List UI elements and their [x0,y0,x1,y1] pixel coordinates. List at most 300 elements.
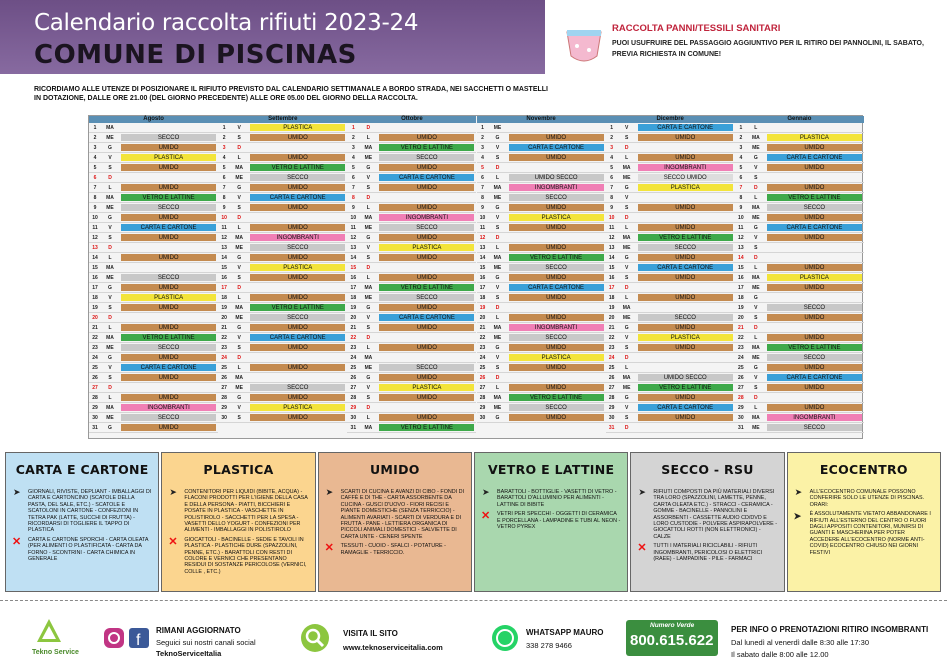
day-number: 17 [608,285,615,291]
waste-type-tag: CARTA E CARTONE [121,364,216,371]
collection-cell [377,403,476,412]
waste-type-tag: UMIDO [250,204,345,211]
weekday: L [108,325,112,331]
collection-cell [377,253,476,262]
collection-cell [119,203,218,212]
collection-cell [765,293,864,302]
collection-cell [636,183,735,192]
site-url[interactable]: www.teknoserviceitalia.com [343,643,443,652]
day-number: 20 [92,315,98,321]
day-number: 29 [608,405,615,411]
weekday: ME [364,225,373,231]
waste-type-tag: UMIDO [638,274,733,281]
day-row [606,413,735,423]
weekday: S [754,315,758,321]
collection-cell [248,243,347,252]
weekday: MA [493,185,502,191]
month-column [347,116,476,440]
collection-cell [119,293,218,302]
waste-type-tag: SECCO [509,404,604,411]
day-number: 4 [351,155,355,161]
day-number: 18 [608,295,615,301]
collection-cell [248,303,347,312]
day-row [735,323,864,333]
collection-cell [248,223,347,232]
day-row [606,173,735,183]
instagram-icon[interactable] [103,627,125,649]
collection-cell [119,393,218,402]
day-row [218,213,347,223]
day-row [347,293,476,303]
day-number: 2 [222,135,226,141]
collection-cell [119,423,218,432]
forbidden-items [162,534,314,575]
collection-cell [377,363,476,372]
waste-type-tag: UMIDO [121,254,216,261]
weekday: L [237,225,241,231]
day-row [606,333,735,343]
day-row [477,393,606,403]
day-number: 7 [222,185,226,191]
weekday: D [108,385,112,391]
collection-cell [377,303,476,312]
weekday: D [366,195,371,201]
day-row [218,233,347,243]
day-row [606,393,735,403]
day-number: 13 [350,245,357,251]
day-number: 5 [93,165,97,171]
day-number: 25 [350,365,357,371]
social-handle[interactable]: TeknoServiceItalia [156,649,222,658]
collection-cell [119,313,218,322]
waste-type-tag: UMIDO [121,304,216,311]
info-line1: Dal lunedì al venerdì dalle 8:30 alle 17:30 [731,638,870,647]
weekday: V [366,175,370,181]
collection-cell [377,353,476,362]
collection-cell [248,273,347,282]
waste-type-tag: UMIDO [379,234,474,241]
weekday: MA [364,285,373,291]
waste-type-tag: UMIDO [250,364,345,371]
day-row [218,153,347,163]
day-number: 21 [92,325,98,331]
collection-cell [507,353,606,362]
collection-cell [377,263,476,272]
day-number: 6 [93,175,97,181]
day-number: 20 [738,315,744,321]
waste-type-tag: UMIDO [121,184,216,191]
collection-cell [119,413,218,422]
waste-type-tag: SECCO UMIDO [638,174,733,181]
day-row [347,333,476,343]
numero-verde: 800.615.622 [630,632,714,649]
day-row [347,323,476,333]
day-row [735,193,864,203]
waste-type-tag: SECCO [767,304,862,311]
waste-type-tag: UMIDO [638,324,733,331]
day-row [606,403,735,413]
collection-cell [507,133,606,142]
day-number: 3 [481,145,484,151]
day-number: 24 [350,355,357,361]
day-number: 9 [481,205,484,211]
collection-cell [636,333,735,342]
weekday: ME [106,275,114,281]
waste-type-tag: CARTA E CARTONE [379,174,474,181]
whatsapp-icon [490,623,520,653]
intro-text: RICORDIAMO ALLE UTENZE DI POSIZIONARE IL RIFIUTO PREVISTO DAL CALENDARIO SETTIMANALE A BORDO STRADA, NEI SACCHETTI O MASTELLI IN DOTAZIONE, DALLE ORE 21.00 (DEL GIORNO PRECEDENTE) ALLE ORE 05.00 DEL GIORNO DELLA RACCOLTA. [34,86,548,102]
day-row [218,123,347,133]
waste-type-tag: VETRO E LATTINE [767,344,862,351]
day-row [347,403,476,413]
weekday: ME [235,245,243,251]
collection-cell [119,323,218,332]
day-number: 20 [221,315,227,321]
day-row [735,143,864,153]
weekday: D [108,315,112,321]
day-row [89,323,218,333]
day-number: 14 [92,255,98,261]
day-row [477,373,606,383]
day-number: 18 [479,295,486,301]
allowed-text: GIORNALI, RIVISTE, DEPLIANT - IMBALLAGGI DI CARTA E CARTONCINO (SCATOLE DELLA PASTA, DEL SALE, ETC.) - SCATOLE E SCATOLONI IN CARTONE - CONFEZIONI IN TETRA PAK (LATTE, SUCCHI DI FRUTTA) - RICORDARSI DI TOGLIERE IL TAPPO DI PLASTICA [28,489,152,534]
day-row [477,313,606,323]
waste-type-tag: INGOMBRANTI [250,234,345,241]
weekday: S [624,205,629,211]
weekday: L [108,255,112,261]
day-number: 11 [479,225,486,231]
day-row [606,363,735,373]
day-number: 27 [350,385,357,391]
day-number: 15 [479,265,486,271]
day-row [347,273,476,283]
numero-verde-badge[interactable] [626,620,718,656]
day-number: 18 [738,295,744,301]
waste-type-tag: CARTA E CARTONE [767,224,862,231]
day-number: 13 [479,245,486,251]
day-row [218,403,347,413]
day-row [89,293,218,303]
waste-type-tag: UMIDO [379,414,474,421]
forbidden-items [788,508,940,556]
waste-type-tag: UMIDO [767,314,862,321]
waste-type-tag: CARTA E CARTONE [638,404,733,411]
day-number: 17 [738,285,744,291]
day-number: 16 [738,275,744,281]
waste-type-tag: INGOMBRANTI [767,414,862,421]
day-row [477,293,606,303]
brand-name: Tekno Service [32,649,79,656]
collection-cell [119,283,218,292]
day-row [735,183,864,193]
day-number: 28 [608,395,615,401]
day-row [347,173,476,183]
weekday: ME [364,365,373,371]
day-row [606,193,735,203]
waste-type-tag: UMIDO [638,344,733,351]
weekday: L [237,365,241,371]
waste-type-tag: UMIDO [121,284,216,291]
weekday: V [108,225,112,231]
weekday: ME [622,315,631,321]
waste-type-tag: VETRO E LATTINE [250,304,345,311]
weekday: MA [364,425,373,431]
weekday: G [108,145,112,151]
waste-type-tag: UMIDO [767,284,862,291]
collection-cell [636,253,735,262]
day-number: 28 [738,395,744,401]
weekday: ME [235,315,243,321]
collection-cell [765,263,864,272]
forbidden-items [475,508,627,530]
weekday: D [754,255,758,261]
day-row [477,253,606,263]
weekday: ME [622,245,631,251]
forbidden-text: VETRI PER SPECCHI - OGGETTI DI CERAMICA E PORCELLANA - LAMPADINE E TUBI AL NEON - VETRO PYREX [497,511,621,531]
day-number: 25 [738,365,744,371]
collection-cell [119,143,218,152]
collection-cell [248,173,347,182]
collection-cell [636,193,735,202]
collection-cell [248,183,347,192]
weekday: G [237,325,242,331]
weekday: MA [493,255,502,261]
weekday: G [753,295,758,301]
day-row [606,213,735,223]
collection-cell [507,363,606,372]
day-row [89,143,218,153]
weekday: G [108,215,112,221]
day-row [735,243,864,253]
waste-type-tag: UMIDO [379,204,474,211]
weekday: G [624,395,629,401]
collection-cell [765,413,864,422]
day-number: 24 [221,355,227,361]
day-number: 27 [92,385,98,391]
day-number: 28 [92,395,98,401]
waste-type-tag: UMIDO [121,424,216,431]
day-number: 11 [221,225,227,231]
day-row [218,293,347,303]
collection-cell [765,233,864,242]
weekday: MA [106,405,114,411]
weekday: MA [364,355,373,361]
collection-cell [377,413,476,422]
day-row [89,343,218,353]
weekday: V [237,195,241,201]
day-number: 29 [738,405,744,411]
weekday: S [108,375,112,381]
day-row [218,173,347,183]
day-number: 14 [738,255,744,261]
day-row [606,123,735,133]
weekday: S [495,365,500,371]
day-row [477,403,606,413]
waste-type-tag: SECCO [379,364,474,371]
day-row [347,363,476,373]
day-row [606,143,735,153]
waste-type-tag: UMIDO [509,204,604,211]
collection-cell [248,383,347,392]
weekday: G [108,355,112,361]
day-row [606,163,735,173]
day-row [218,283,347,293]
weekday: S [624,345,629,351]
weekday: D [237,145,241,151]
close-icon: ✕ [168,535,178,548]
collection-cell [765,143,864,152]
day-row [606,343,735,353]
day-number: 24 [738,355,744,361]
weekday: L [495,175,500,181]
day-row [735,363,864,373]
weekday: D [108,245,112,251]
day-number: 22 [479,335,486,341]
month-column [606,116,735,440]
weekday: S [108,165,112,171]
collection-cell [765,173,864,182]
collection-cell [119,273,218,282]
waste-type-tag: UMIDO [638,134,733,141]
waste-type-tag: UMIDO SECCO [509,174,604,181]
collection-cell [248,343,347,352]
day-number: 12 [92,235,98,241]
weekday: V [366,385,370,391]
waste-type-tag: PLASTICA [250,124,345,131]
weekday: L [754,265,758,271]
diaper-icon [563,22,605,70]
weekday: S [366,185,370,191]
day-number: 11 [609,225,615,231]
collection-cell [636,233,735,242]
waste-type-tag: UMIDO [509,314,604,321]
waste-type-tag: UMIDO [767,364,862,371]
waste-type-tag: SECCO [379,154,474,161]
waste-type-tag: UMIDO [767,404,862,411]
collection-cell [119,403,218,412]
waste-type-tag: PLASTICA [638,334,733,341]
weekday: MA [622,375,631,381]
month-column [477,116,606,440]
weekday: S [237,415,241,421]
day-number: 30 [92,415,98,421]
waste-type-tag: UMIDO [379,394,474,401]
weekday: V [495,215,500,221]
day-row [606,373,735,383]
waste-type-tag: UMIDO [379,374,474,381]
collection-cell [377,243,476,252]
forbidden-text: CARTA E CARTONE SPORCHI - CARTA OLEATA (PER ALIMENTI O PLASTIFICATA - CARTA DA FORNO - SCONTRINI - CARTA CHIMICA IN GENERALE [28,536,149,563]
day-number: 6 [481,175,484,181]
check-icon: ➤ [325,487,334,497]
day-row [606,133,735,143]
day-number: 8 [222,195,226,201]
waste-type-tag: CARTA E CARTONE [250,334,345,341]
collection-cell [119,343,218,352]
header [0,0,947,102]
category-title: PLASTICA [203,462,274,477]
day-number: 26 [608,375,615,381]
check-icon: ➤ [794,487,803,497]
waste-type-tag: UMIDO [379,254,474,261]
collection-cell [765,383,864,392]
weekday: V [624,265,629,271]
collection-cell [119,183,218,192]
day-row [89,193,218,203]
day-row [735,273,864,283]
waste-type-tag: UMIDO [767,184,862,191]
collection-cell [765,133,864,142]
day-row [606,423,735,433]
weekday: D [495,305,500,311]
day-row [606,253,735,263]
allowed-items [6,487,158,534]
day-row [477,383,606,393]
waste-type-tag: UMIDO [638,394,733,401]
weekday: MA [106,335,114,341]
weekday: L [366,205,370,211]
day-number: 21 [350,325,357,331]
waste-type-tag: CARTA E CARTONE [767,374,862,381]
day-row [606,303,735,313]
collection-cell [248,363,347,372]
waste-type-tag: SECCO [250,174,345,181]
day-number: 12 [350,235,357,241]
waste-type-tag: UMIDO [121,234,216,241]
weekday: G [108,425,112,431]
collection-cell [636,423,735,432]
weekday: ME [622,385,631,391]
day-number: 4 [93,155,97,161]
day-row [477,333,606,343]
day-number: 27 [479,385,486,391]
day-number: 18 [350,295,357,301]
weekday: MA [622,305,631,311]
day-number: 8 [610,195,614,201]
close-icon: ➤ [793,511,802,522]
check-icon: ➤ [482,487,490,497]
waste-type-tag: UMIDO [379,344,474,351]
category-title: SECCO - RSU [661,462,754,477]
day-row [347,423,476,433]
collection-cell [248,283,347,292]
collection-cell [507,323,606,332]
day-number: 12 [608,235,615,241]
facebook-icon[interactable] [128,627,150,649]
day-row [477,183,606,193]
allowed-items [631,487,783,540]
day-row [347,413,476,423]
weekday: L [754,195,758,201]
whatsapp-number[interactable]: 338 278 9466 [526,641,572,650]
day-number: 5 [351,165,355,171]
day-number: 26 [350,375,357,381]
day-number: 10 [350,215,357,221]
collection-cell [119,233,218,242]
waste-type-tag: UMIDO [509,134,604,141]
day-number: 1 [610,125,614,131]
day-row [606,153,735,163]
weekday: G [624,325,629,331]
day-row [347,253,476,263]
day-number: 9 [610,205,614,211]
waste-type-tag: SECCO [509,194,604,201]
collection-cell [119,363,218,372]
collection-cell [377,393,476,402]
weekday: G [495,205,500,211]
day-row [477,263,606,273]
day-row [347,163,476,173]
